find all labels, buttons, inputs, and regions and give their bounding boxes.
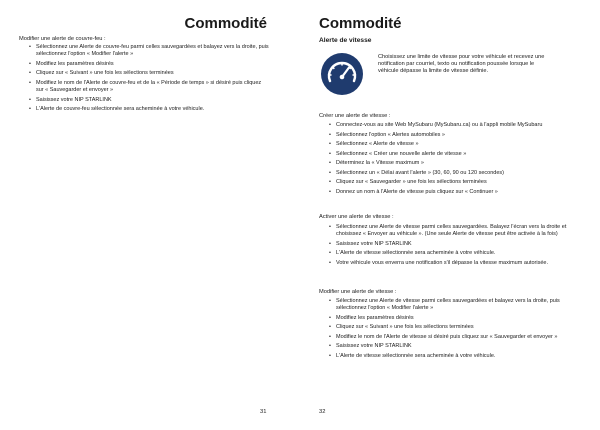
list-item: • Sélectionnez un « Délai avant l'alerte » (30, 60, 90 ou 120 secondes) [325, 170, 573, 177]
list-item: • Cliquez sur « Sauvegarder » une fois les sélections terminées [325, 179, 573, 186]
list-item: • Saisissez votre NIP STARLINK [25, 97, 270, 104]
list-item: • Modifiez les paramètres désirés [325, 315, 573, 322]
right-page [300, 0, 600, 430]
list-item: • Saisissez votre NIP STARLINK [325, 343, 573, 350]
speed-activate-steps [325, 224, 573, 269]
speed-modify-steps [325, 298, 573, 362]
page-title: Commodité [184, 15, 267, 32]
list-item: • Saisissez votre NIP STARLINK [325, 241, 573, 248]
curfew-modify-intro: Modifier une alerte de couvre-feu : [19, 36, 106, 42]
list-item: • Sélectionnez une Alerte de couvre-feu parmi celles sauvegardées et balayez vers la droite, puis sélectionnez l'option « Modifier l'alerte » [25, 44, 270, 59]
curfew-modify-steps [25, 44, 270, 116]
section-heading: Alerte de vitesse [319, 37, 372, 44]
list-item: • Votre véhicule vous enverra une notification s'il dépasse la vitesse maximum autorisée. [325, 260, 573, 267]
list-item: • Sélectionnez l'option « Alertes automobiles » [325, 132, 573, 139]
list-item: • Modifiez le nom de l'Alerte de couvre-feu et de la « Période de temps » si désiré puis cliquez sur « Sauvegarder et envoyer » [25, 80, 270, 95]
list-item: • Cliquez sur « Suivant » une fois les sélections terminées [25, 70, 270, 77]
speed-activate-intro: Activer une alerte de vitesse : [319, 214, 394, 220]
speedometer-icon [320, 52, 364, 96]
list-item: • L'Alerte de vitesse sélectionnée sera acheminée à votre véhicule. [325, 353, 573, 360]
speed-create-intro: Créer une alerte de vitesse : [319, 113, 391, 119]
page-title: Commodité [319, 15, 402, 32]
list-item: • Sélectionnez « Créer une nouvelle alerte de vitesse » [325, 151, 573, 158]
list-item: • L'Alerte de couvre-feu sélectionnée sera acheminée à votre véhicule. [25, 106, 270, 113]
list-item: • Donnez un nom à l'Alerte de vitesse puis cliquez sur « Continuer » [325, 189, 573, 196]
list-item: • Déterminez la « Vitesse maximum » [325, 160, 573, 167]
list-item: • Sélectionnez une Alerte de vitesse parmi celles sauvegardées. Balayez l'écran vers la droite et choisissez « Envoyer au véhicule ». (Une seule Alerte de vitesse peut être activée à la fois) [325, 224, 573, 239]
list-item: • Modifiez les paramètres désirés [25, 61, 270, 68]
list-item: • L'Alerte de vitesse sélectionnée sera acheminée à votre véhicule. [325, 250, 573, 257]
list-item: • Modifiez le nom de l'Alerte de vitesse si désiré puis cliquez sur « Sauvegarder et envoyer » [325, 334, 573, 341]
speed-modify-intro: Modifier une alerte de vitesse : [319, 289, 397, 295]
page-number: 31 [260, 409, 267, 415]
list-item: • Sélectionnez une Alerte de vitesse parmi celles sauvegardées et balayez vers la droite, puis sélectionnez l'option « Modifier l'alerte » [325, 298, 573, 313]
page-number: 32 [319, 409, 326, 415]
list-item: • Connectez-vous au site Web MySubaru (MySubaru.ca) ou à l'appli mobile MySubaru [325, 122, 573, 129]
speed-alert-description: Choisissez une limite de vitesse pour votre véhicule et recevez une notification par courriel, texto ou notification poussée lorsque le véhicule dépasse la limite de vitesse définie. [378, 54, 545, 75]
speed-create-steps [325, 122, 573, 198]
list-item: • Cliquez sur « Suivant » une fois les sélections terminées [325, 324, 573, 331]
list-item: • Sélectionnez « Alerte de vitesse » [325, 141, 573, 148]
